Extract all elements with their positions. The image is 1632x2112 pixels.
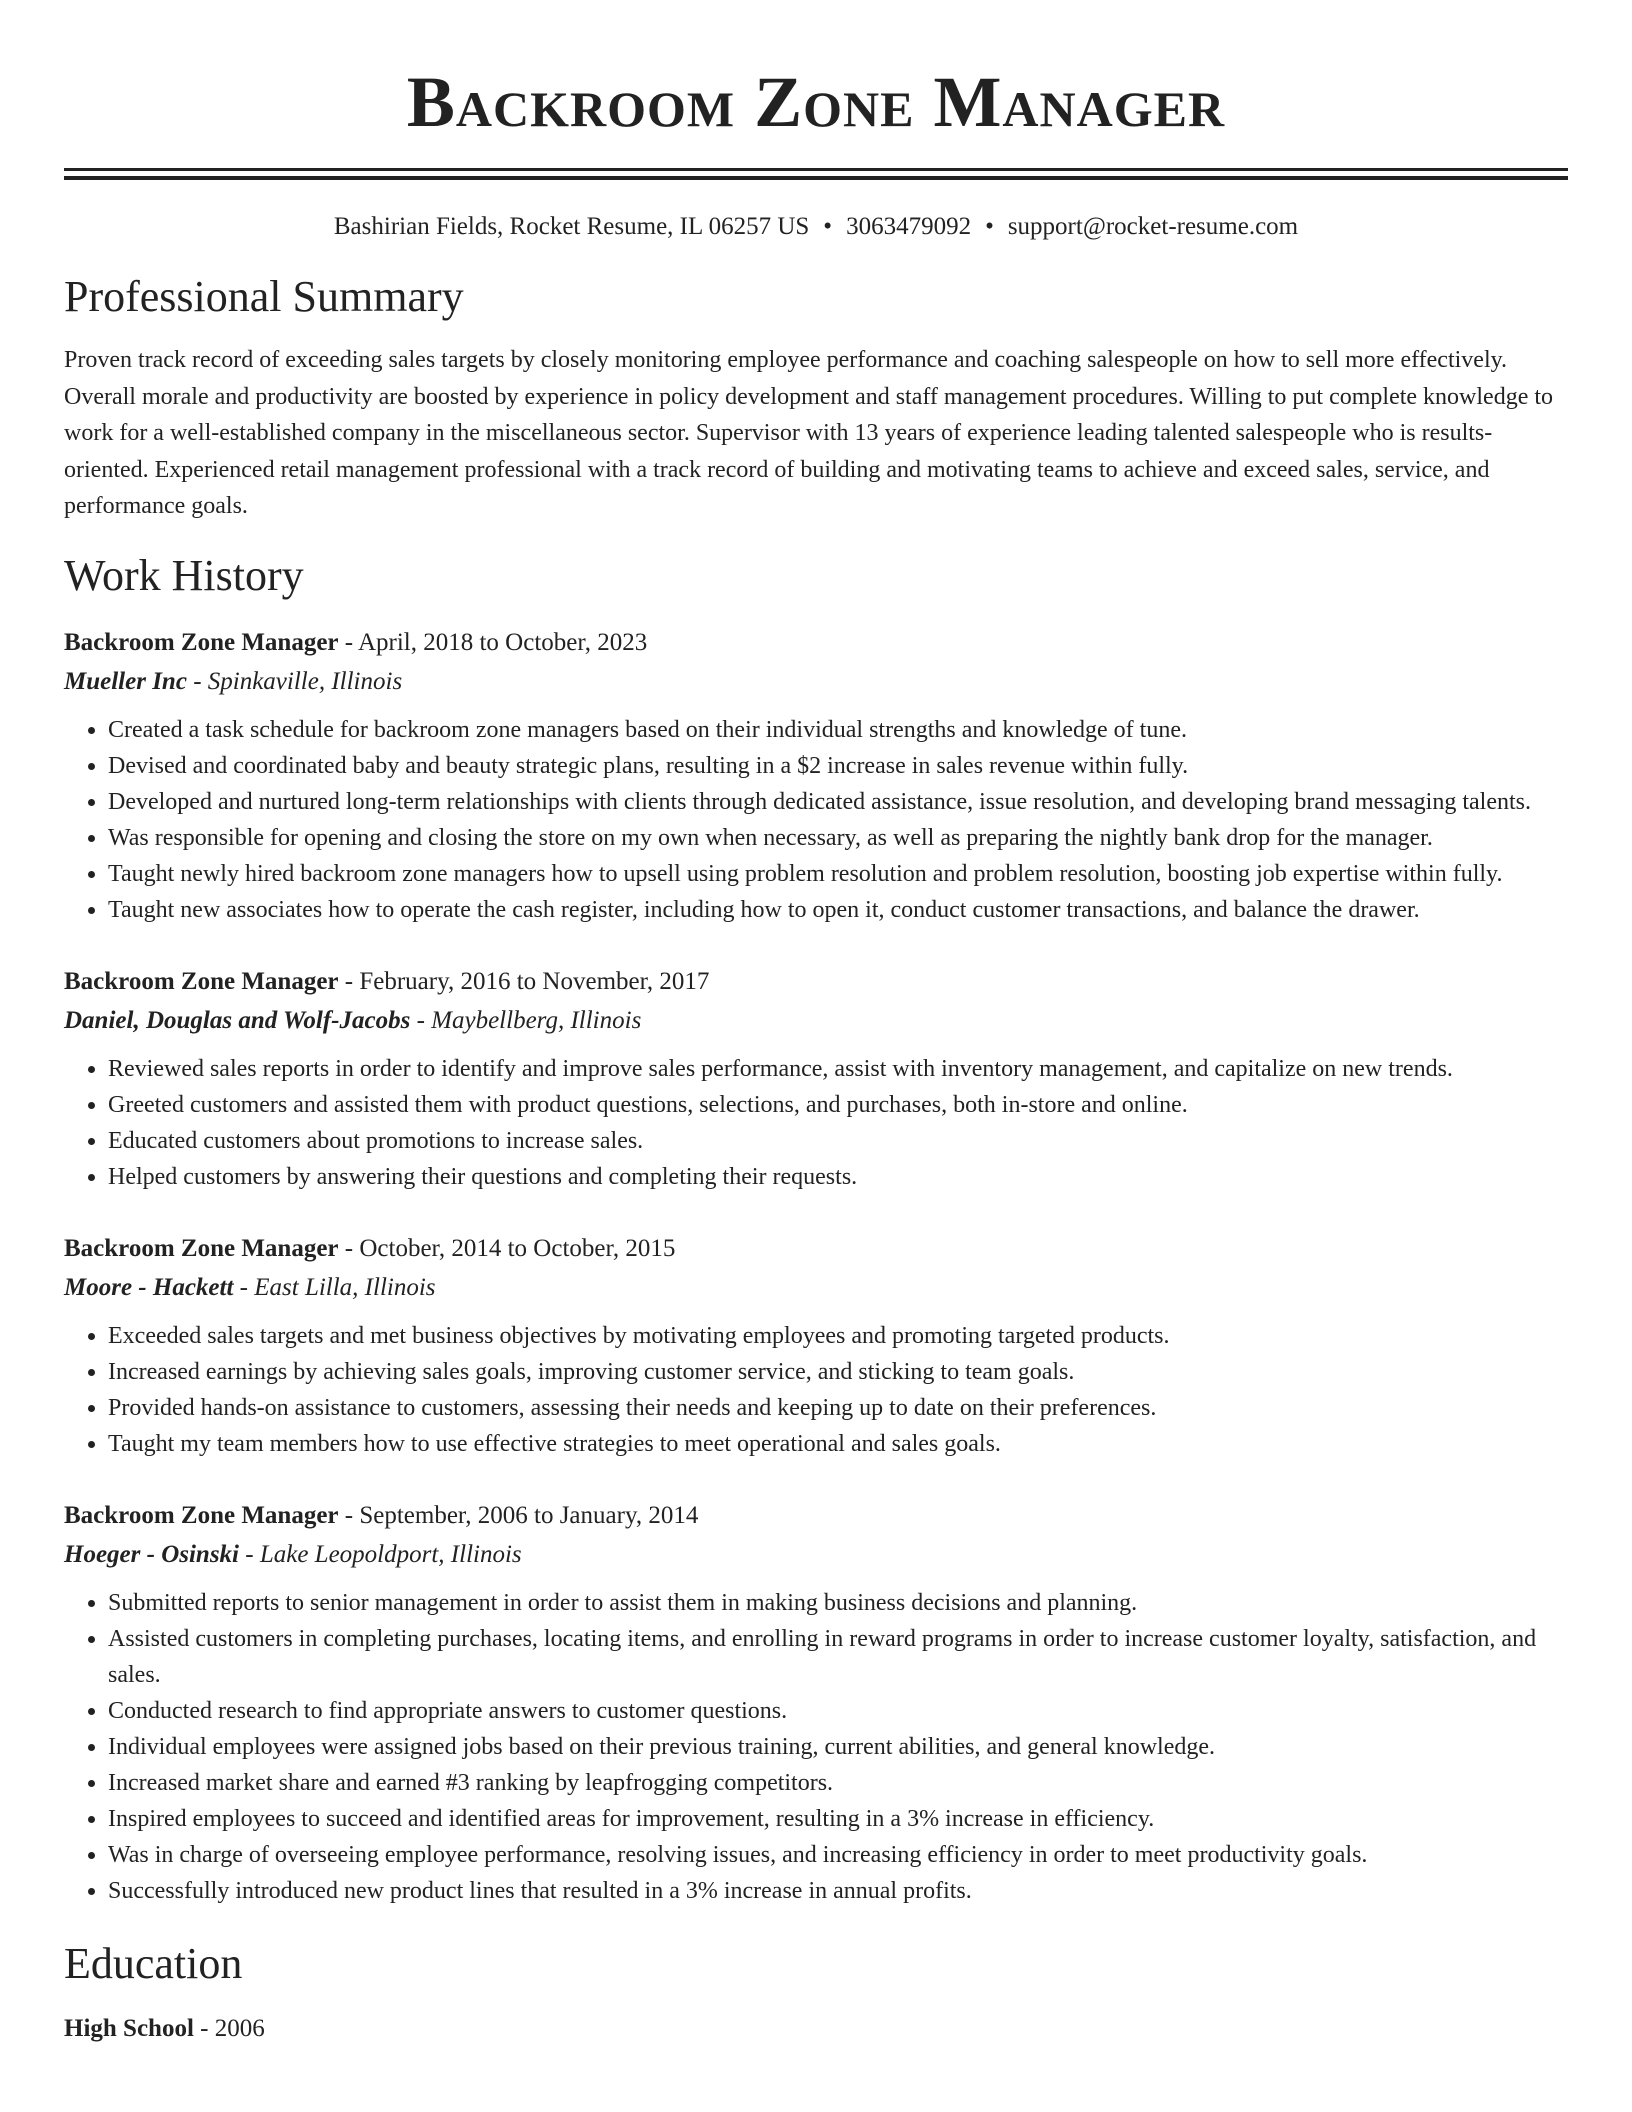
list-item: • Taught my team members how to use effective strategies to meet operational and sales goals. <box>108 1426 1568 1462</box>
job-dash: - <box>239 1540 260 1568</box>
summary-text: Proven track record of exceeding sales targets by closely monitoring employee performance and coaching salespeople on how to sell more effectively. Overall morale and productivity are boosted by experience in policy development and staff management procedures. Willing to put complete knowledge to work for a well-established company in the miscellaneous sector. Supervisor with 13 years of experience leading talented salespeople who is results-oriented. Experienced retail management professional with a track record of building and motivating teams to achieve and exceed sales, service, and performance goals. <box>64 347 1554 519</box>
job-dash: - <box>338 967 360 995</box>
title-double-rule <box>64 168 1568 180</box>
list-item: • Conducted research to find appropriate answers to customer questions. <box>108 1693 1568 1729</box>
job-company-line <box>64 1268 1568 1307</box>
list-item: • Educated customers about promotions to increase sales. <box>108 1123 1568 1159</box>
list-item: • Developed and nurtured long-term relationships with clients through dedicated assistance, issue resolution, and developing brand messaging talents. <box>108 784 1568 820</box>
list-item: • Was in charge of overseeing employee performance, resolving issues, and increasing efficiency in order to meet productivity goals. <box>108 1837 1568 1873</box>
contact-separator: • <box>823 213 833 240</box>
contact-separator: • <box>985 213 994 240</box>
job-location: Lake Leopoldport, Illinois <box>259 1540 522 1568</box>
job-title: Backroom Zone Manager <box>64 967 339 995</box>
contact-email: support@rocket-resume.com <box>1007 213 1299 240</box>
job-header <box>64 962 1568 1001</box>
job-dates: October, 2014 to October, 2015 <box>359 1234 676 1262</box>
list-item: • Taught new associates how to operate the cash register, including how to open it, conduct customer transactions, and balance the drawer. <box>108 892 1568 928</box>
contact-address: Bashirian Fields, Rocket Resume, IL 06257 US <box>333 213 810 240</box>
list-item: • Devised and coordinated baby and beauty strategic plans, resulting in a $2 increase in sales revenue within fully. <box>108 748 1568 784</box>
list-item: • Helped customers by answering their questions and completing their requests. <box>108 1159 1568 1195</box>
list-item: • Increased market share and earned #3 ranking by leapfrogging competitors. <box>108 1765 1568 1801</box>
resume-title: Backroom Zone Manager <box>406 62 1226 142</box>
list-item: • Inspired employees to succeed and identified areas for improvement, resulting in a 3% increase in efficiency. <box>108 1801 1568 1837</box>
education-degree: High School <box>64 2014 194 2042</box>
job-company-line <box>64 662 1568 701</box>
list-item: • Assisted customers in completing purchases, locating items, and enrolling in reward programs in order to increase customer loyalty, satisfaction, and sales. <box>108 1621 1568 1693</box>
job-company: Mueller Inc <box>64 667 187 695</box>
job-header <box>64 1496 1568 1535</box>
job-company-line <box>64 1001 1568 1040</box>
job-duties-list <box>64 712 1568 928</box>
list-item: • Successfully introduced new product lines that resulted in a 3% increase in annual profits. <box>108 1873 1568 1909</box>
education-list <box>64 2011 1568 2047</box>
education-dash: - <box>193 2014 215 2042</box>
job-title: Backroom Zone Manager <box>64 1501 339 1529</box>
job-location: East Lilla, Illinois <box>254 1273 436 1301</box>
job-location: Spinkaville, Illinois <box>207 667 403 695</box>
job-dash: - <box>410 1006 432 1034</box>
job-entry <box>64 1229 1568 1462</box>
job-duties-list <box>64 1585 1568 1909</box>
education-year: 2006 <box>214 2014 265 2042</box>
education-heading: Education <box>64 1938 243 1988</box>
contact-phone: 3063479092 <box>846 213 972 240</box>
list-item: • Greeted customers and assisted them with product questions, selections, and purchases, both in-store and online. <box>108 1087 1568 1123</box>
job-dash: - <box>338 1501 360 1529</box>
job-dates: February, 2016 to November, 2017 <box>359 967 710 995</box>
job-dash: - <box>186 667 208 695</box>
job-header <box>64 1229 1568 1268</box>
job-company: Hoeger - Osinski <box>64 1540 239 1568</box>
education-entry <box>64 2011 1568 2047</box>
job-dash: - <box>338 628 358 656</box>
job-title: Backroom Zone Manager <box>64 628 339 656</box>
job-duties-list <box>64 1051 1568 1195</box>
job-duties-list <box>64 1318 1568 1462</box>
job-location: Maybellberg, Illinois <box>431 1006 642 1034</box>
list-item: • Taught newly hired backroom zone managers how to upsell using problem resolution and problem resolution, boosting job expertise within fully. <box>108 856 1568 892</box>
job-dates: September, 2006 to January, 2014 <box>359 1501 699 1529</box>
job-company: Daniel, Douglas and Wolf-Jacobs <box>64 1006 411 1034</box>
job-header <box>64 623 1568 662</box>
job-dash: - <box>338 1234 360 1262</box>
job-entry <box>64 1496 1568 1909</box>
list-item: • Reviewed sales reports in order to identify and improve sales performance, assist with inventory management, and capitalize on new trends. <box>108 1051 1568 1087</box>
work-history-list <box>64 623 1568 1909</box>
contact-line <box>64 210 1568 244</box>
list-item: • Individual employees were assigned jobs based on their previous training, current abilities, and general knowledge. <box>108 1729 1568 1765</box>
job-dates: April, 2018 to October, 2023 <box>357 628 648 656</box>
list-item: • Created a task schedule for backroom zone managers based on their individual strengths and knowledge of tune. <box>108 712 1568 748</box>
job-entry <box>64 623 1568 928</box>
job-dash: - <box>233 1273 255 1301</box>
list-item: • Was responsible for opening and closing the store on my own when necessary, as well as preparing the nightly bank drop for the manager. <box>108 820 1568 856</box>
list-item: • Provided hands-on assistance to customers, assessing their needs and keeping up to date on their preferences. <box>108 1390 1568 1426</box>
summary-heading: Professional Summary <box>64 272 464 321</box>
job-entry <box>64 962 1568 1195</box>
list-item: • Submitted reports to senior management in order to assist them in making business decisions and planning. <box>108 1585 1568 1621</box>
work-history-heading: Work History <box>64 550 304 600</box>
list-item: • Increased earnings by achieving sales goals, improving customer service, and sticking to team goals. <box>108 1354 1568 1390</box>
job-title: Backroom Zone Manager <box>64 1234 339 1262</box>
job-company: Moore - Hackett <box>64 1273 234 1301</box>
job-company-line <box>64 1535 1568 1574</box>
list-item: • Exceeded sales targets and met business objectives by motivating employees and promoting targeted products. <box>108 1318 1568 1354</box>
